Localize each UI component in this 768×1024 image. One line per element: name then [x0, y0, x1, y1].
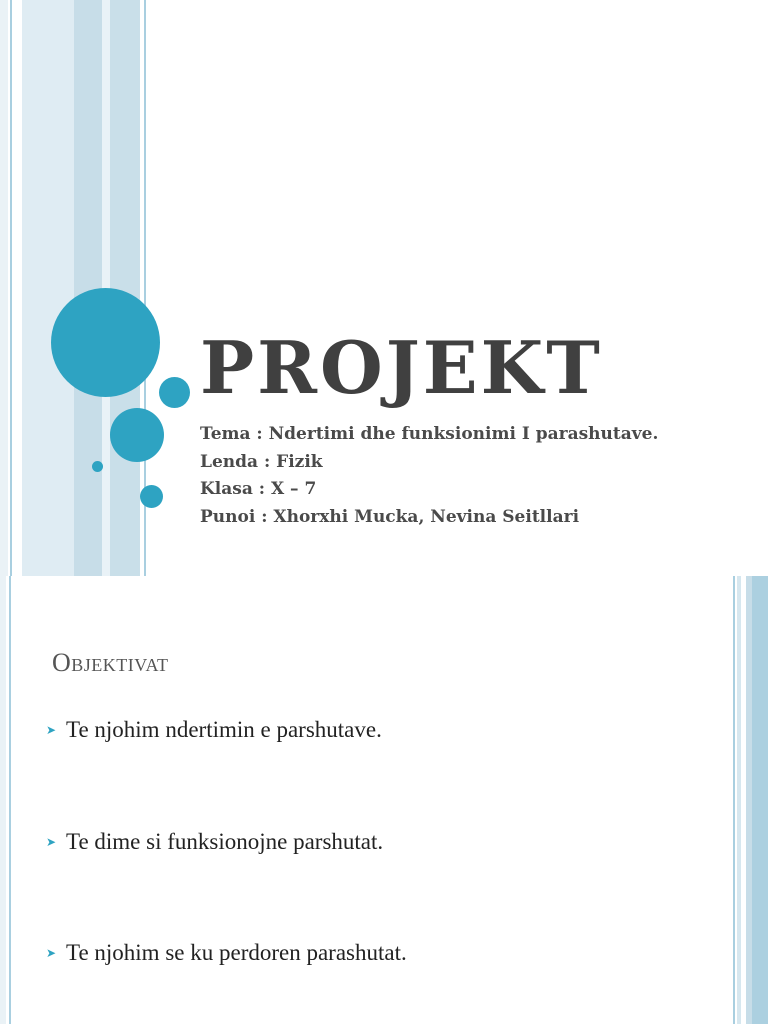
- decorative-circle-small: [159, 377, 190, 408]
- list-item: [46, 715, 382, 745]
- info-subject: Lenda : Fizik: [200, 451, 323, 472]
- info-topic: Tema : Ndertimi dhe funksionimi I parashutave.: [200, 424, 659, 444]
- arrow-bullet-icon: ➤: [46, 946, 57, 960]
- slide-stripe: [9, 576, 11, 1024]
- info-class: Klasa : X – 7: [200, 479, 317, 499]
- slide-stripe: [733, 576, 735, 1024]
- slide-heading: Objektivat: [52, 648, 169, 677]
- decorative-circle-large: [51, 288, 160, 397]
- decorative-circle-tiny: [92, 461, 103, 472]
- list-item-text: Te dime si funksionojne parshutat.: [66, 829, 384, 854]
- list-item-text: Te njohim se ku perdoren parashutat.: [66, 940, 407, 965]
- slide-stripe: [22, 0, 74, 576]
- slide-stripe: [752, 576, 768, 1024]
- objectives-slide: [0, 576, 768, 1024]
- list-item: [46, 938, 407, 968]
- slide-title: PROJEKT: [200, 325, 603, 410]
- list-item: [46, 827, 383, 857]
- project-info: [200, 421, 720, 531]
- info-authors: Punoi : Xhorxhi Mucka, Nevina Seitllari: [200, 506, 580, 527]
- decorative-circle-small: [140, 485, 163, 508]
- list-item-text: Te njohim ndertimin e parshutave.: [66, 717, 382, 742]
- arrow-bullet-icon: ➤: [46, 835, 57, 849]
- slide-stripe: [0, 0, 8, 576]
- decorative-circle-medium: [110, 408, 164, 462]
- arrow-bullet-icon: ➤: [46, 723, 57, 737]
- slide-stripe: [10, 0, 12, 576]
- slide-stripe: [0, 576, 6, 1024]
